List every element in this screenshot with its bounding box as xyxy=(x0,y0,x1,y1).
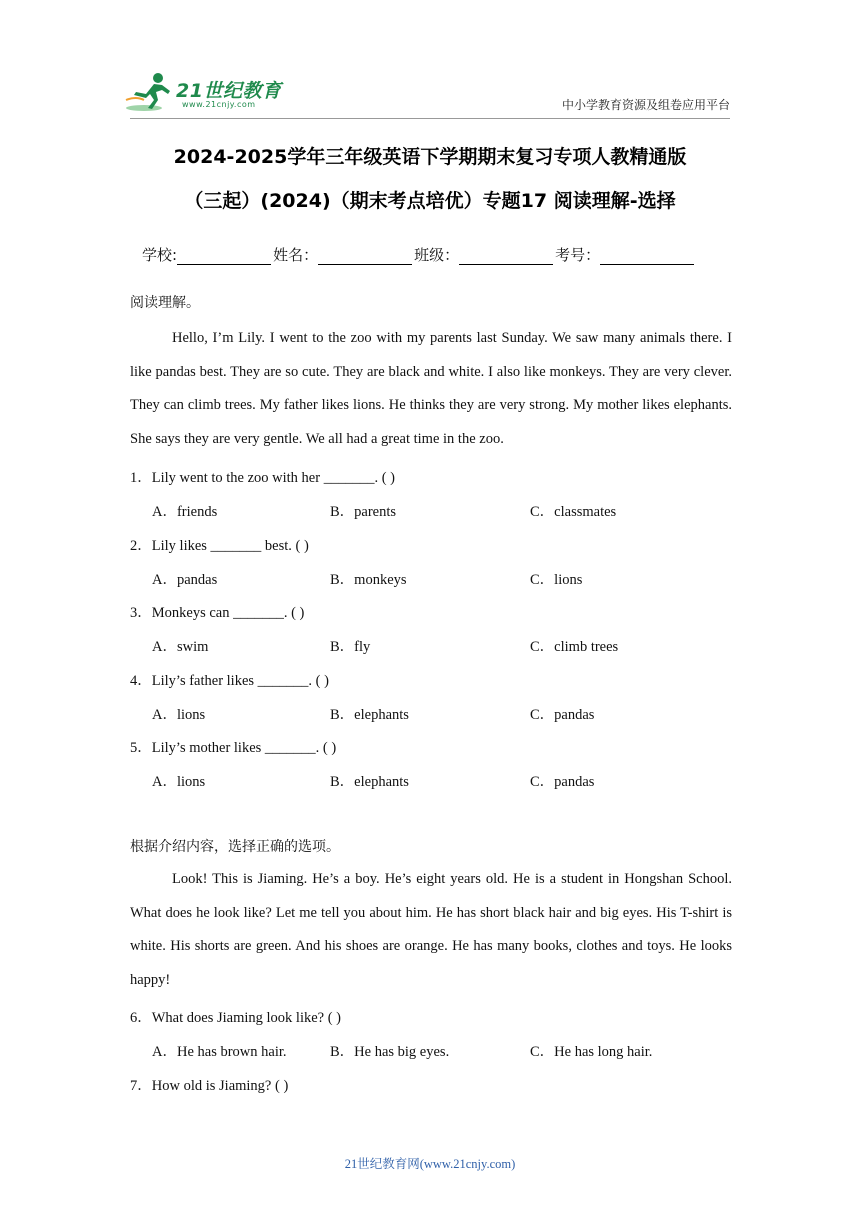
logo-text: 21世纪教育 xyxy=(176,80,282,102)
logo xyxy=(124,70,294,116)
option-b[interactable]: B．fly xyxy=(330,639,371,655)
question-6: 6．What does Jiaming look like? ( ) xyxy=(130,1010,342,1026)
option-a[interactable]: A．friends xyxy=(152,504,218,520)
school-field xyxy=(142,244,273,265)
runner-logo-icon xyxy=(124,70,174,114)
class-blank[interactable] xyxy=(459,248,553,265)
platform-tagline: 中小学教育资源及组卷应用平台 xyxy=(561,98,730,112)
document-title-line2: （三起）(2024)（期末考点培优）专题17 阅读理解-选择 xyxy=(184,190,676,212)
option-b[interactable]: B．parents xyxy=(330,504,397,520)
question-3: 3．Monkeys can _______. ( ) xyxy=(130,605,305,621)
option-b[interactable]: B．He has big eyes. xyxy=(330,1044,450,1060)
option-a[interactable]: A．swim xyxy=(152,639,209,655)
option-b[interactable]: B．elephants xyxy=(330,774,409,790)
option-c[interactable]: C．lions xyxy=(530,572,583,588)
student-info-row xyxy=(142,244,696,265)
number-label: 考号： xyxy=(555,246,601,264)
option-c[interactable]: C．classmates xyxy=(530,504,617,520)
document-title-line1: 2024-2025学年三年级英语下学期期末复习专项人教精通版 xyxy=(173,146,687,168)
option-b[interactable]: B．monkeys xyxy=(330,572,407,588)
class-label: 班级： xyxy=(414,246,460,264)
question-7: 7．How old is Jiaming? ( ) xyxy=(130,1078,289,1094)
section1-passage: Hello, I’m Lily. I went to the zoo with my parents last Sunday. We saw many animals there. I like pandas best. They are so cute. They are black and white. I also like monkeys. They are very clever. They can climb trees. My father likes lions. He thinks they are very strong. My mother likes elephants. She says they are very gentle. We all had a great time in the zoo. xyxy=(130,330,732,447)
school-blank[interactable] xyxy=(177,248,271,265)
question-1: 1．Lily went to the zoo with her _______. ( ) xyxy=(130,470,395,486)
number-blank[interactable] xyxy=(600,248,694,265)
section2-title: 根据介绍内容，选择正确的选项。 xyxy=(130,839,340,855)
class-field xyxy=(414,244,555,265)
option-b[interactable]: B．elephants xyxy=(330,707,409,723)
option-c[interactable]: C．pandas xyxy=(530,707,595,723)
name-label: 姓名： xyxy=(273,246,319,264)
option-c[interactable]: C．pandas xyxy=(530,774,595,790)
section2-passage: Look! This is Jiaming. He’s a boy. He’s eight years old. He is a student in Hongshan School. What does he look like? Let me tell you about him. He has short black hair and big eyes. His T-shirt is white. His shorts are green. And his shoes are orange. He has many books, clothes and toys. He looks happy! xyxy=(130,871,732,988)
page-footer[interactable]: 21世纪教育网(www.21cnjy.com) xyxy=(344,1157,516,1171)
name-blank[interactable] xyxy=(318,248,412,265)
number-field xyxy=(555,244,696,265)
logo-url: www.21cnjy.com xyxy=(182,100,256,109)
option-a[interactable]: A．lions xyxy=(152,774,206,790)
option-c[interactable]: C．climb trees xyxy=(530,639,619,655)
header-divider xyxy=(130,118,730,119)
question-5: 5．Lily’s mother likes _______. ( ) xyxy=(130,740,337,756)
question-4: 4．Lily’s father likes _______. ( ) xyxy=(130,673,329,689)
section1-title: 阅读理解。 xyxy=(130,295,200,311)
name-field xyxy=(273,244,414,265)
option-c[interactable]: C．He has long hair. xyxy=(530,1044,653,1060)
school-label: 学校: xyxy=(142,246,178,264)
option-a[interactable]: A．lions xyxy=(152,707,206,723)
option-a[interactable]: A．pandas xyxy=(152,572,218,588)
question-2: 2．Lily likes _______ best. ( ) xyxy=(130,538,309,554)
option-a[interactable]: A．He has brown hair. xyxy=(152,1044,287,1060)
